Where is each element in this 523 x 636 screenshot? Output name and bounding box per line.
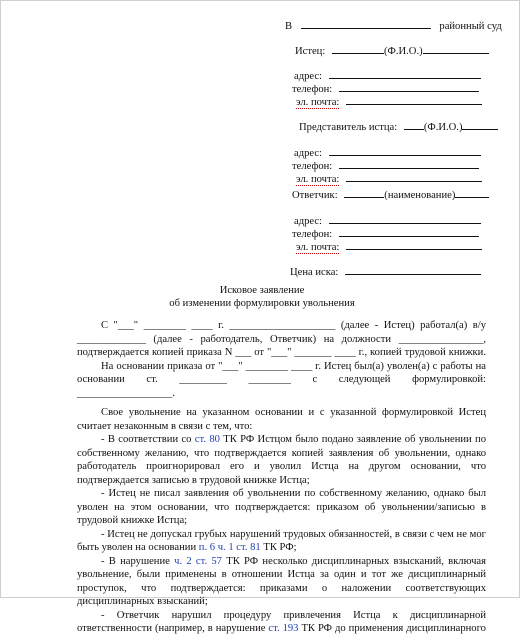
plaintiff-email-line: эл. почта: <box>296 93 482 110</box>
plaintiff-phone-line: телефон: <box>292 80 479 97</box>
law-link-art-81[interactable]: п. 6 ч. 1 ст. 81 <box>198 542 261 553</box>
representative-line <box>299 118 498 135</box>
claim-price-line <box>290 263 481 280</box>
plaintiff-fio: (Ф.И.О.) <box>383 46 423 57</box>
bullet-no-application: - Истец не писал заявления об увольнении по собственному желанию, однако был уволен на этом основании, что подтверждается: приказом об увольнении/записью в трудовой книжке Истца; <box>77 488 486 526</box>
defendant-name: (наименование) <box>384 190 456 201</box>
document-subtitle: об изменении формулировки увольнения <box>169 298 355 309</box>
rep-email-line: эл. почта: <box>296 170 482 187</box>
defendant-line <box>292 186 489 203</box>
claim-price-label: Цена иска: <box>290 267 339 278</box>
para-dismissal-1: На основании приказа от "___" ________ ____ г. Истец был(а) уволен(а) с работы на <box>101 360 486 372</box>
law-link-art-80[interactable]: ст. 80 <box>194 434 220 445</box>
para-dismissal-3: __________________. <box>77 387 175 399</box>
bullet-voluntary-resignation: - В соответствии со ст. 80 ТК РФ Истцом было подано заявление об увольнении по собственному желанию, что подтверждается копией заявления об увольнении, однако работодатель проигнорировал его и уволил Истца на другом основании, что подтверждается записью в трудовой книжке Истца; <box>77 434 486 486</box>
para-dismissal-2: основании ст. _________ ________ с следующей формулировкой: <box>77 374 486 385</box>
court-suffix: районный суд <box>439 21 502 32</box>
rep-phone-line: телефон: <box>292 157 479 174</box>
bullet-procedure-2: ответственности (например, в нарушение ст. 193 ТК РФ до применения дисциплинарного <box>77 623 486 634</box>
plaintiff-line <box>295 42 489 59</box>
law-link-art-193[interactable]: ст. 193 <box>268 623 299 634</box>
defendant-phone-line: телефон: <box>292 225 479 242</box>
defendant-label: Ответчик: <box>292 190 338 201</box>
law-link-art-57[interactable]: ч. 2 ст. 57 <box>174 555 222 567</box>
para-employment-1: С "___" ________ ____ г. ____________________ (далее - Истец) работал(а) в/у <box>101 320 486 331</box>
defendant-email-line: эл. почта: <box>296 238 482 255</box>
document-title: Исковое заявление <box>219 285 305 296</box>
rep-address-line: адрес: <box>294 144 481 161</box>
bullet-no-violations-1: - Истец не допускал грубых нарушений трудовых обязанностей, в связи с чем не мог <box>101 528 486 540</box>
para-grounds-2: считает незаконным в связи с тем, что: <box>77 420 253 432</box>
court-blank <box>301 17 431 29</box>
bullet-multiple-penalties: - В нарушение ч. 2 ст. 57 ТК РФ несколько дисциплинарных взысканий, включая увольнение, были применены в отношении Истца за один и тот же дисциплинарный проступок, что подтверждается: приказами о наложении соответствующих дисциплинарных взысканий; <box>77 555 487 607</box>
plaintiff-label: Истец: <box>295 46 326 57</box>
para-employment-2: _____________ (далее - работодатель, Ответчик) на должности ________________, <box>77 333 486 345</box>
court-prefix: В <box>285 21 293 32</box>
plaintiff-address-line: адрес: <box>294 67 481 84</box>
document-body <box>77 319 486 636</box>
representative-label: Представитель истца: <box>299 122 398 133</box>
court-line <box>285 17 502 34</box>
para-employment-3: подтверждается копией приказа N ___ от "___" _______ ____ г., копией трудовой книжки. <box>77 347 486 358</box>
bullet-procedure-1: - Ответчик нарушил процедуру привлечения Истца к дисциплинарной <box>101 609 486 621</box>
para-grounds-1: Свое увольнение на указанном основании и с указанной формулировкой Истец <box>101 407 486 418</box>
bullet-no-violations-2: быть уволен на основании п. 6 ч. 1 ст. 81 ТК РФ; <box>77 542 297 553</box>
representative-fio: (Ф.И.О.) <box>423 122 463 133</box>
defendant-address-line: адрес: <box>294 212 481 229</box>
